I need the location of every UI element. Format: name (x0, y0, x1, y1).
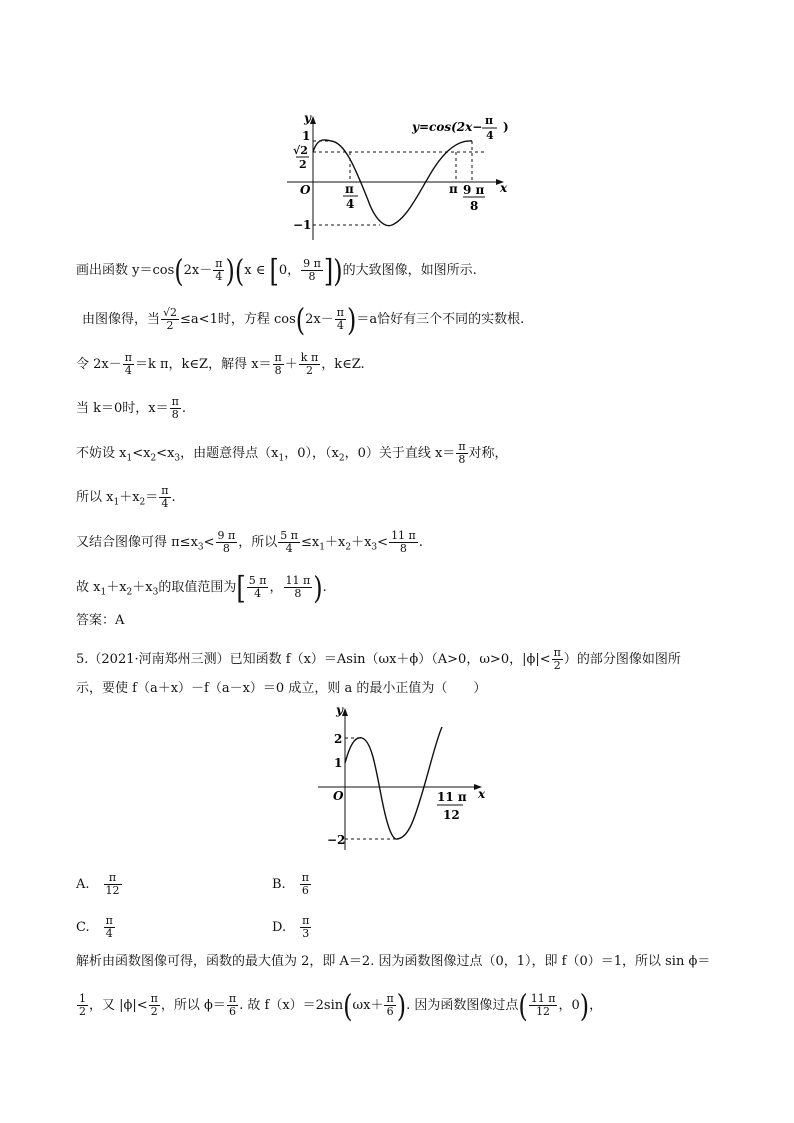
subscript: 1 (100, 587, 107, 598)
denominator: 2 (149, 1005, 160, 1018)
solution-line-1: 解析由函数图像可得，函数的最大值为 2，即 A＝2. 因为函数图像过点（0，1），即 f（0）＝1，所以 sin ϕ＝ (76, 954, 711, 969)
numerator: π (274, 351, 282, 364)
text: < (377, 535, 389, 550)
text: 画出函数 y＝cos (76, 263, 175, 278)
fraction (216, 530, 238, 555)
graph1-tick-sqrt2-num: √2 (293, 144, 308, 157)
subscript: 3 (152, 587, 159, 598)
text: <x (132, 446, 151, 461)
graph2-y-label: y (336, 703, 343, 717)
graph1-x-label: x (500, 181, 508, 195)
numerator: 5 π (280, 529, 299, 542)
fraction (299, 352, 320, 377)
denominator: 6 (384, 1005, 395, 1018)
subscript: 3 (174, 453, 181, 464)
denominator: 4 (159, 497, 170, 510)
numerator: √2 (163, 306, 178, 319)
text: . (171, 490, 176, 505)
text: D. (272, 920, 287, 935)
text: ，0 (558, 998, 580, 1013)
denominator: 12 (105, 884, 120, 897)
fraction (170, 396, 181, 421)
graph1-tick-neg1: −1 (293, 218, 312, 232)
subscript: 2 (150, 453, 157, 464)
paren: ) (579, 987, 590, 1024)
fraction (278, 530, 300, 555)
graph1-y-label: y (304, 111, 311, 125)
graph1-tick-1: 1 (302, 129, 311, 143)
paren: ) (333, 252, 343, 289)
paren: ) (313, 569, 323, 606)
fraction (552, 647, 563, 672)
subscript: 2 (338, 453, 345, 464)
fraction (213, 258, 224, 283)
fraction (104, 872, 122, 897)
fraction (284, 575, 313, 600)
denominator: 2 (299, 364, 320, 377)
text-line-2 (82, 301, 525, 338)
denominator: 12 (529, 1005, 558, 1018)
numerator: 5 π (248, 574, 267, 587)
text: 0， (278, 263, 301, 278)
fraction (159, 485, 170, 510)
option-d[interactable] (272, 915, 312, 940)
paren: ( (518, 987, 528, 1024)
text-line-3 (76, 352, 365, 377)
fraction (123, 352, 134, 377)
graph2-curve (345, 727, 442, 839)
fraction (161, 307, 179, 332)
fraction (149, 993, 160, 1018)
graph1-tick-9pi8-num: 9 π (463, 183, 485, 197)
text: . 故 f（x）＝2sin (239, 998, 344, 1013)
fraction (389, 530, 418, 555)
text: ＋x (106, 580, 127, 595)
denominator: 8 (170, 408, 181, 421)
numerator: π (105, 914, 113, 927)
text: ≤a<1时，方程 cos (180, 312, 296, 327)
text: 所以 x (76, 490, 114, 505)
text: 对称， (468, 446, 508, 461)
denominator: 3 (300, 927, 311, 940)
text: ）的部分图像如图所 (563, 652, 681, 667)
text: 2x－ (305, 312, 334, 327)
graph1-formula-den: 4 (486, 129, 494, 142)
fraction (77, 993, 88, 1018)
denominator: 2 (161, 319, 179, 332)
fraction (301, 258, 323, 283)
text: 故 x (76, 580, 101, 595)
numerator: π (458, 440, 466, 453)
graph1-tick-pi4-den: 4 (346, 197, 355, 211)
paren: ( (343, 987, 353, 1024)
numerator: 11 π (530, 992, 556, 1005)
text: ＋x (119, 490, 140, 505)
denominator: 8 (273, 364, 284, 377)
fraction (104, 915, 115, 940)
graph2-origin: O (333, 789, 344, 803)
graph2-x-label: x (478, 787, 486, 801)
text-line-5 (76, 441, 508, 468)
numerator: π (336, 306, 344, 319)
question-5-line-2: 示，要使 f（a＋x）－f（a－x）＝0 成立，则 a 的最小正值为（ ） (76, 681, 487, 696)
denominator: 4 (278, 542, 300, 555)
text: ωx＋ (352, 998, 384, 1013)
numerator: π (553, 646, 561, 659)
text: C. (76, 920, 90, 935)
graph1-formula-end: ) (503, 120, 509, 134)
text-line-6 (76, 485, 176, 512)
paren: ( (174, 252, 184, 289)
text: . (181, 401, 186, 416)
subscript: 2 (345, 542, 352, 553)
text: ，k∈Z. (321, 357, 365, 372)
numerator: 9 π (217, 529, 236, 542)
numerator: 11 π (285, 574, 311, 587)
text: B. (272, 877, 286, 892)
fraction (300, 872, 311, 897)
solution-line-2 (76, 987, 603, 1024)
denominator: 8 (456, 453, 467, 466)
text: < (203, 535, 215, 550)
text-line-8 (76, 569, 327, 606)
paren: ) (225, 252, 235, 289)
text: ，由题意得点（x (180, 446, 279, 461)
subscript: 1 (126, 453, 133, 464)
text: 不妨设 x (76, 446, 127, 461)
numerator: π (161, 484, 169, 497)
graph1-origin: O (300, 183, 311, 197)
text: 由图像得，当 (82, 312, 161, 327)
text: ＋x (351, 535, 372, 550)
denominator: 8 (284, 587, 313, 600)
sine-graph (0, 700, 794, 880)
subscript: 1 (113, 497, 120, 508)
paren: ) (346, 301, 357, 338)
subscript: 3 (371, 542, 378, 553)
text: A. (76, 877, 90, 892)
denominator: 8 (216, 542, 238, 555)
numerator: π (228, 992, 237, 1005)
question-5-line-1 (76, 647, 681, 672)
subscript: 3 (197, 542, 204, 553)
denominator: 6 (300, 884, 311, 897)
graph1-formula: y=cos(2x− (412, 120, 483, 134)
numerator: 9 π (303, 257, 321, 270)
fraction (273, 352, 284, 377)
answer: 答案：A (76, 613, 125, 628)
text: 又结合图像可得 π≤x (76, 535, 198, 550)
subscript: 1 (278, 453, 285, 464)
text: ，又 |ϕ|< (89, 998, 148, 1013)
text: 当 k＝0时，x＝ (76, 401, 169, 416)
numerator: π (150, 992, 158, 1005)
denominator: 4 (123, 364, 134, 377)
text-line-1 (76, 252, 477, 289)
subscript: 1 (319, 542, 325, 553)
fraction (227, 993, 238, 1018)
numerator: π (301, 871, 309, 884)
numerator: 1 (79, 992, 86, 1005)
text: ，所以 ϕ＝ (160, 998, 226, 1013)
fraction (456, 441, 467, 466)
text: . (418, 535, 423, 550)
subscript: 2 (139, 497, 146, 508)
text: ≤x (301, 535, 320, 550)
numerator: π (108, 871, 117, 884)
text: <x (156, 446, 175, 461)
numerator: π (215, 257, 223, 270)
text: ，所以 (238, 535, 278, 550)
option-b[interactable] (272, 872, 312, 897)
graph2-tick-neg2: −2 (327, 833, 346, 847)
graph1-tick-pi4-num: π (345, 182, 354, 196)
option-c[interactable] (76, 915, 116, 940)
text: ，0），（x (284, 446, 339, 461)
numerator: π (302, 914, 310, 927)
text: 令 2x－ (76, 357, 122, 372)
numerator: π (124, 351, 132, 364)
text: 2x－ (183, 263, 213, 278)
graph2-tick-x-num: 11 π (437, 790, 467, 804)
text: 的大致图像，如图所示. (342, 263, 477, 278)
text: ＋ (284, 357, 298, 372)
denominator: 4 (213, 270, 224, 283)
bracket: [ (236, 569, 246, 606)
text: ＝a恰好有三个不同的实数根. (356, 312, 525, 327)
denominator: 4 (335, 319, 346, 332)
option-a[interactable] (76, 872, 123, 897)
fraction (247, 575, 269, 600)
text: . 因为函数图像过点 (406, 998, 519, 1013)
text: ，0）关于直线 x＝ (344, 446, 456, 461)
fraction (384, 993, 395, 1018)
denominator: 6 (227, 1005, 238, 1018)
denominator: 2 (552, 659, 563, 672)
numerator: π (171, 395, 179, 408)
graph2-tick-x-den: 12 (443, 808, 460, 822)
text: x ∈ (244, 263, 266, 278)
bracket: [ (269, 252, 279, 289)
fraction (529, 993, 558, 1018)
denominator: 4 (104, 927, 115, 940)
bracket: ] (323, 252, 334, 289)
text: ＋x (325, 535, 346, 550)
graph1-tick-sqrt2-den: 2 (299, 158, 307, 171)
denominator: 8 (301, 270, 323, 283)
graph1-tick-9pi8-den: 8 (470, 199, 479, 213)
graph1-tick-pi: π (449, 182, 458, 196)
paren: ( (295, 301, 306, 338)
text: 5.（2021·河南郑州三测）已知函数 f（x）＝Asin（ωx＋ϕ）（A>0，ω>0，|ϕ|< (76, 652, 551, 667)
denominator: 8 (389, 542, 418, 555)
text: ， (269, 580, 283, 595)
text: ＝k π，k∈Z，解得 x＝ (134, 357, 272, 372)
fraction (335, 307, 346, 332)
graph1-formula-pi: π (485, 114, 494, 127)
text: ＋x (132, 580, 153, 595)
cosine-graph (0, 0, 794, 240)
subscript: 2 (126, 587, 133, 598)
numerator: π (386, 992, 394, 1005)
text: ＝ (145, 490, 159, 505)
text: . (322, 580, 327, 595)
denominator: 4 (247, 587, 269, 600)
paren: ( (234, 252, 245, 289)
text-line-4 (76, 396, 186, 421)
numerator: 11 π (391, 529, 416, 542)
graph2-tick-2: 2 (334, 732, 343, 746)
fraction (300, 915, 311, 940)
graph2-tick-1: 1 (334, 756, 343, 770)
text: ， (589, 998, 603, 1013)
paren: ) (396, 987, 407, 1024)
text-line-7 (76, 530, 423, 557)
text: 的取值范围为 (158, 580, 237, 595)
numerator: k π (300, 351, 319, 364)
denominator: 2 (79, 1005, 86, 1018)
